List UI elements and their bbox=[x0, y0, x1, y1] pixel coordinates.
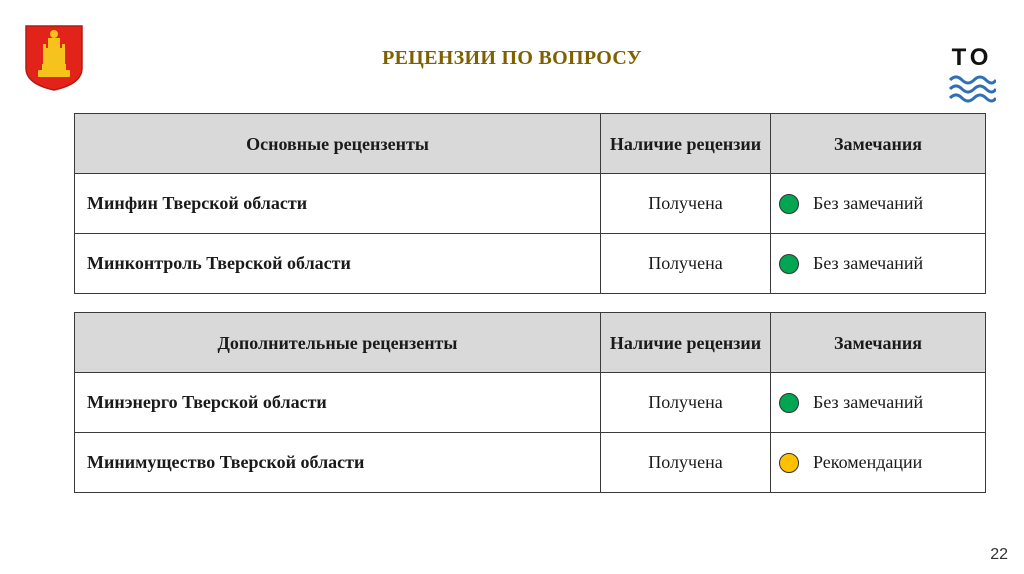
reviewer-name: Минконтроль Тверской области bbox=[75, 234, 601, 294]
reviewer-name: Минэнерго Тверской области bbox=[75, 373, 601, 433]
remark-text: Без замечаний bbox=[813, 253, 924, 273]
table-row bbox=[75, 174, 986, 234]
remark-text: Рекомендации bbox=[813, 452, 923, 472]
brand-logo-text: ТО bbox=[951, 44, 993, 71]
table-row bbox=[75, 373, 986, 433]
table-row bbox=[75, 234, 986, 294]
additional-reviewers-table bbox=[74, 312, 986, 493]
column-header-review-presence: Наличие рецензии bbox=[601, 114, 771, 174]
remark-text: Без замечаний bbox=[813, 193, 924, 213]
reviewer-name: Минфин Тверской области bbox=[75, 174, 601, 234]
waves-icon bbox=[948, 74, 996, 104]
column-header-remarks: Замечания bbox=[771, 313, 986, 373]
status-indicator-icon bbox=[779, 453, 799, 473]
remark-cell bbox=[771, 234, 986, 294]
page-title: РЕЦЕНЗИИ ПО ВОПРОСУ bbox=[382, 47, 642, 69]
status-indicator-icon bbox=[779, 194, 799, 214]
review-status: Получена bbox=[601, 433, 771, 493]
column-header-review-presence: Наличие рецензии bbox=[601, 313, 771, 373]
table-header-row bbox=[75, 313, 986, 373]
remark-cell bbox=[771, 174, 986, 234]
remark-cell bbox=[771, 373, 986, 433]
table-header-row bbox=[75, 114, 986, 174]
column-header-reviewers: Основные рецензенты bbox=[75, 114, 601, 174]
column-header-remarks: Замечания bbox=[771, 114, 986, 174]
page-number: 22 bbox=[990, 546, 1008, 563]
reviewer-name: Минимущество Тверской области bbox=[75, 433, 601, 493]
table-row bbox=[75, 433, 986, 493]
main-reviewers-table bbox=[74, 113, 986, 294]
review-status: Получена bbox=[601, 234, 771, 294]
brand-logo bbox=[947, 45, 997, 107]
review-status: Получена bbox=[601, 174, 771, 234]
remark-cell bbox=[771, 433, 986, 493]
remark-text: Без замечаний bbox=[813, 392, 924, 412]
column-header-reviewers: Дополнительные рецензенты bbox=[75, 313, 601, 373]
review-status: Получена bbox=[601, 373, 771, 433]
status-indicator-icon bbox=[779, 254, 799, 274]
status-indicator-icon bbox=[779, 393, 799, 413]
